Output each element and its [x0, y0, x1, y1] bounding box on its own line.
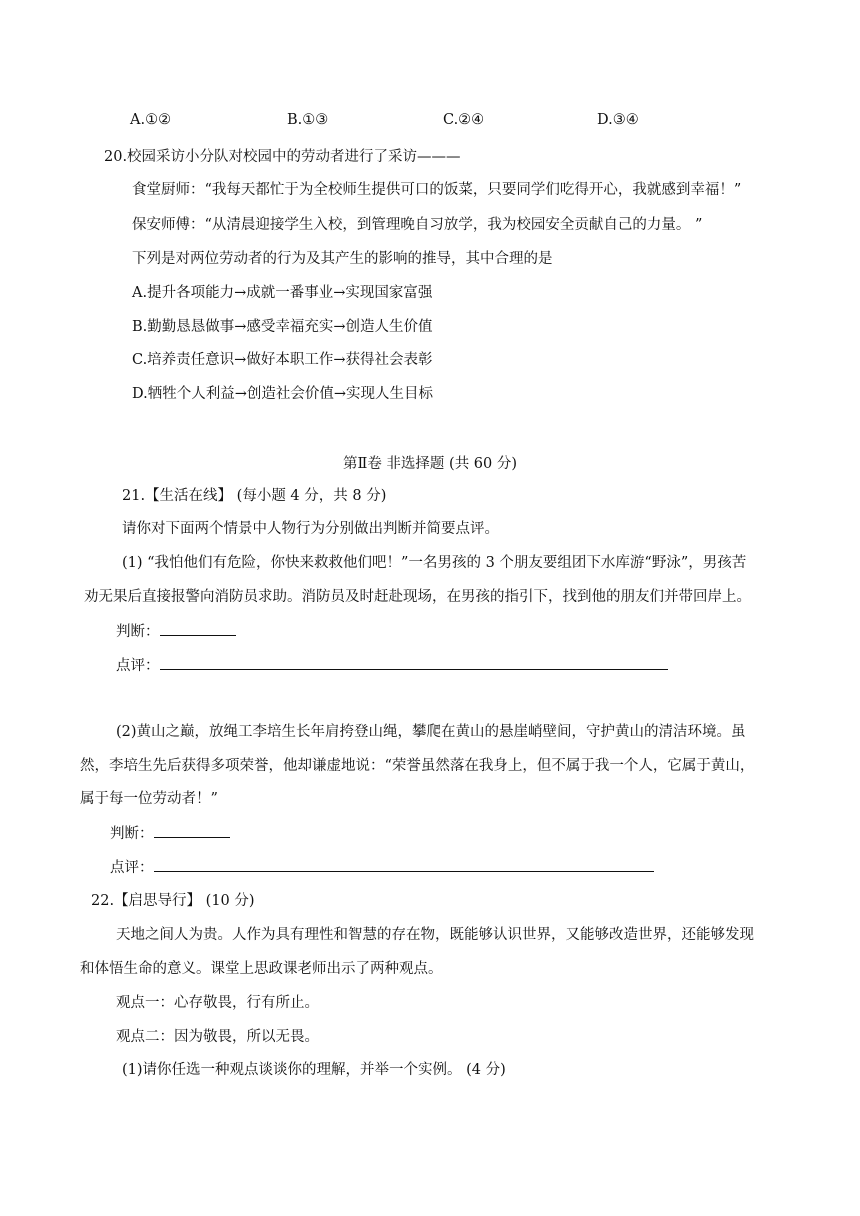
q21-scenario-1-line-1: (1) “我怕他们有危险，你快来救救他们吧！”一名男孩的 3 个朋友要组团下水库游“野泳”，男孩苦 [122, 555, 747, 571]
q22-heading: 22.【启思导行】 (10 分) [91, 893, 255, 909]
q21-scenario-2-line-1: (2)黄山之巅，放绳工李培生长年肩挎登山绳，攀爬在黄山的悬崖峭壁间，守护黄山的清洁环境。虽 [116, 724, 746, 740]
comment-label: 点评： [110, 860, 154, 876]
judgement-label: 判断： [110, 826, 154, 842]
q19-option-c: C.②④ [443, 112, 485, 128]
q22-subquestion-1: (1)请你任选一种观点谈谈你的理解，并举一个实例。 (4 分) [122, 1062, 506, 1078]
q20-choice-a: A.提升各项能力→成就一番事业→实现国家富强 [132, 285, 433, 301]
q22-view-1: 观点一：心存敬畏，行有所止。 [116, 995, 319, 1011]
q20-choice-d: D.牺牲个人利益→创造社会价值→实现人生目标 [132, 386, 434, 402]
q20-choice-c: C.培养责任意识→做好本职工作→获得社会表彰 [132, 352, 433, 368]
q21-scenario-1-line-2: 劝无果后直接报警向消防员求助。消防员及时赶赴现场，在男孩的指引下，找到他的朋友们并带回岸上。 [84, 589, 751, 605]
q20-question: 下列是对两位劳动者的行为及其产生的影响的推导，其中合理的是 [132, 251, 553, 267]
q21-scenario-2-line-2: 然，李培生先后获得多项荣誉，他却谦虚地说：“荣誉虽然落在我身上，但不属于我一个人，它属于黄山， [80, 758, 755, 774]
q19-option-d: D.③④ [597, 112, 639, 128]
q22-paragraph-line-1: 天地之间人为贵。人作为具有理性和智慧的存在物，既能够认识世界，又能够改造世界，还能够发现 [116, 927, 754, 943]
q21-heading: 21.【生活在线】 (每小题 4 分，共 8 分) [122, 488, 387, 504]
q19-option-b: B.①③ [287, 112, 329, 128]
q21-1-comment [116, 655, 668, 676]
q22-view-2: 观点二：因为敬畏，所以无畏。 [116, 1029, 319, 1045]
q19-option-a: A.①② [130, 112, 172, 128]
q20-stem: 20.校园采访小分队对校园中的劳动者进行了采访——— [104, 149, 461, 165]
q21-1-judgement [116, 621, 236, 642]
q20-quote-chef: 食堂厨师：“我每天都忙于为全校师生提供可口的饭菜，只要同学们吃得开心，我就感到幸福！” [132, 182, 742, 198]
q21-intro: 请你对下面两个情景中人物行为分别做出判断并简要点评。 [122, 521, 499, 537]
q21-2-judgement [110, 823, 230, 844]
section-2-title: 第Ⅱ卷 非选择题 (共 60 分) [342, 456, 518, 472]
comment-label: 点评： [116, 658, 160, 674]
q20-quote-guard: 保安师傅：“从清晨迎接学生入校，到管理晚自习放学，我为校园安全贡献自己的力量。 ” [132, 217, 703, 233]
q20-choice-b: B.勤勤恳恳做事→感受幸福充实→创造人生价值 [132, 319, 433, 335]
judgement-label: 判断： [116, 624, 160, 640]
judgement-blank[interactable] [154, 823, 230, 838]
q22-paragraph-line-2: 和体悟生命的意义。课堂上思政课老师出示了两种观点。 [80, 961, 443, 977]
judgement-blank[interactable] [160, 621, 236, 636]
comment-blank[interactable] [154, 857, 654, 872]
q21-scenario-2-line-3: 属于每一位劳动者！” [80, 791, 218, 807]
comment-blank[interactable] [160, 655, 668, 670]
q21-2-comment [110, 857, 654, 878]
